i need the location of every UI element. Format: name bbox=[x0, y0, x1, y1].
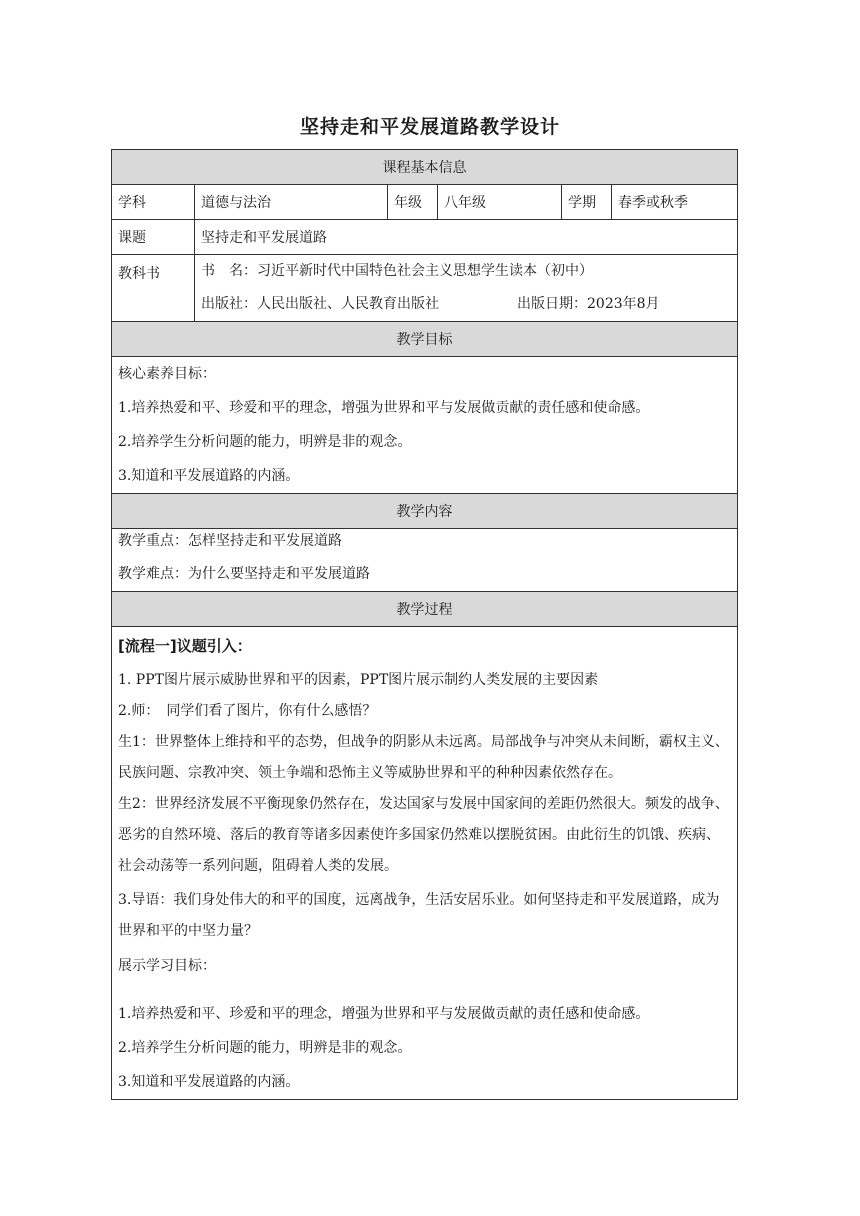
objective-item: 1.培养热爱和平、珍爱和平的理念，增强为世界和平与发展做贡献的责任感和使命感。 bbox=[118, 400, 650, 416]
objective-item: 3.知道和平发展道路的内涵。 bbox=[118, 468, 300, 484]
objectives-row bbox=[112, 357, 738, 494]
difficulty-point: 教学难点：为什么要坚持走和平发展道路 bbox=[118, 566, 370, 582]
section-content: 教学内容 bbox=[112, 494, 738, 529]
content-row bbox=[112, 529, 738, 592]
textbook-row bbox=[112, 255, 738, 322]
textbook-publisher-line bbox=[201, 288, 731, 321]
process-paragraph: 1. PPT图片展示威胁世界和平的因素，PPT图片展示制约人类发展的主要因素 bbox=[118, 672, 599, 688]
section-process: 教学过程 bbox=[112, 592, 738, 627]
show-goals-heading: 展示学习目标： bbox=[118, 958, 216, 974]
textbook-publisher: 出版社：人民出版社、人民教育出版社 bbox=[201, 296, 439, 312]
goal-item: 3.知道和平发展道路的内涵。 bbox=[118, 1074, 300, 1090]
topic-label: 课题 bbox=[112, 220, 195, 255]
section-objectives: 教学目标 bbox=[112, 322, 738, 357]
grade-value: 八年级 bbox=[438, 185, 562, 220]
textbook-title: 书 名：习近平新时代中国特色社会主义思想学生读本（初中） bbox=[201, 263, 593, 279]
process-row bbox=[112, 627, 738, 1100]
process-cell bbox=[112, 627, 738, 1100]
process-paragraph: 3.导语：我们身处伟大的和平的国度，远离战争，生活安居乐业。如何坚持走和平发展道路，成为世界和平的中坚力量？ bbox=[118, 892, 720, 939]
goal-item: 1.培养热爱和平、珍爱和平的理念，增强为世界和平与发展做贡献的责任感和使命感。 bbox=[118, 1006, 650, 1022]
objective-item: 2.培养学生分析问题的能力，明辨是非的观念。 bbox=[118, 434, 412, 450]
subject-value: 道德与法治 bbox=[195, 185, 388, 220]
topic-row bbox=[112, 220, 738, 255]
process-paragraph: 生2：世界经济发展不平衡现象仍然存在，发达国家与发展中国家间的差距仍然很大。频发的战争、恶劣的自然环境、落后的教育等诸多因素使许多国家仍然难以摆脱贫困。由此衍生的饥饿、疾病、社会动荡等一系列问题，阻碍着人类的发展。 bbox=[118, 796, 729, 874]
flow1-heading: [流程一]议题引入： bbox=[118, 637, 252, 655]
content-cell bbox=[112, 529, 738, 592]
document-title: 坚持走和平发展道路教学设计 bbox=[299, 116, 560, 138]
process-paragraph: 2.师： 同学们看了图片，你有什么感悟？ bbox=[118, 703, 377, 719]
term-value: 春季或秋季 bbox=[612, 185, 738, 220]
textbook-label: 教科书 bbox=[112, 255, 195, 322]
subject-row bbox=[112, 185, 738, 220]
process-paragraph: 生1：世界整体上维持和平的态势，但战争的阴影从未远离。局部战争与冲突从未间断，霸权主义、民族问题、宗教冲突、领土争端和恐怖主义等威胁世界和平的种种因素依然存在。 bbox=[118, 734, 729, 781]
grade-label: 年级 bbox=[388, 185, 438, 220]
textbook-info bbox=[195, 255, 738, 322]
objectives-cell bbox=[112, 357, 738, 494]
objectives-heading: 核心素养目标： bbox=[118, 366, 216, 382]
goal-item: 2.培养学生分析问题的能力，明辨是非的观念。 bbox=[118, 1040, 412, 1056]
section-basic-info: 课程基本信息 bbox=[112, 150, 738, 185]
lesson-plan-table bbox=[111, 149, 738, 1100]
term-label: 学期 bbox=[562, 185, 612, 220]
textbook-publish-date: 出版日期：2023年8月 bbox=[517, 296, 660, 312]
key-point: 教学重点：怎样坚持走和平发展道路 bbox=[118, 533, 342, 549]
subject-label: 学科 bbox=[112, 185, 195, 220]
topic-value: 坚持走和平发展道路 bbox=[195, 220, 738, 255]
